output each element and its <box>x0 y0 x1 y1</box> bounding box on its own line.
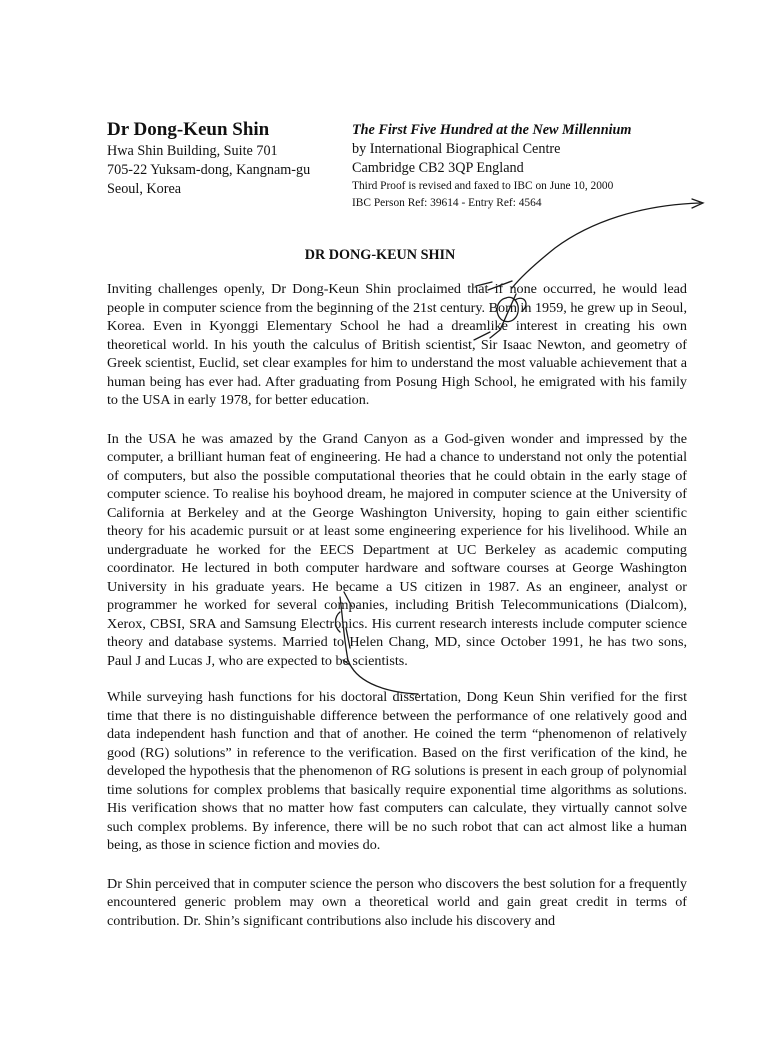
address-line-2: 705-22 Yuksam-dong, Kangnam-gu <box>107 162 311 178</box>
publication-title: The First Five Hundred at the New Millennium <box>352 122 632 138</box>
paragraph-3: While surveying hash functions for his doctoral dissertation, Dong Keun Shin verified for the first time that there is no distinguishable difference between the performance of one relatively good and data independent hash function and that of another. He coined the term “phenomenon of relatively good (RG) solutions” in reference to the verification. Based on the first verification of the kind, he developed the hypothesis that the phenomenon of RG solutions is present in each group of polynomial time solutions for complex problems that basically require exponential time algorithms as solutions. His verification shows that no matter how fast computers can calculate, they virtually cannot solve such complex problems. By inference, there will be no such robot that can act almost like a human being, as those in science fiction and movies do. <box>107 689 687 853</box>
reference-line: IBC Person Ref: 39614 - Entry Ref: 4564 <box>352 197 542 209</box>
publisher-line-2: Cambridge CB2 3QP England <box>352 160 524 176</box>
paragraph-4: Dr Shin perceived that in computer science the person who discovers the best solution for a frequently encountered generic problem may own a theoretical world and gain great credit in terms of contribution. Dr. Shin’s significant contributions also include his discovery and <box>107 875 687 929</box>
paragraph-2: In the USA he was amazed by the Grand Canyon as a God-given wonder and impressed by the computer, a brilliant human feat of engineering. He had a chance to understand not only the potential of computers, but also the possible computational theories that he could obtain in the early stage of computer science. To realise his boyhood dream, he majored in computer science at the University of California at Berkeley and at the George Washington University, hoping to gain either scientific theory for his academic pursuit or at least some engineering experience for his livelihood. While an undergraduate he worked for the EECS Department at UC Berkeley as academic computing coordinator. He lectured in both computer hardware and software courses at George Washington University in his graduate years. He became a US citizen in 1987. As an engineer, analyst or programmer he worked for several companies, including British Telecommunications (Dialcom), Xerox, CBSI, SRA and Samsung Electronics. His current research interests include computer science theory and database systems. Married to Helen Chang, MD, since October 1991, he has two sons, Paul J and Lucas J, who are expected to be scientists. <box>107 430 687 669</box>
document-heading: DR DONG-KEUN SHIN <box>304 247 456 263</box>
correction-arrowhead-top <box>692 199 703 208</box>
publisher-line-1: by International Biographical Centre <box>352 141 561 157</box>
paragraph-1: Inviting challenges openly, Dr Dong-Keun Shin proclaimed that if none occurred, he would lead people in computer science from the beginning of the 21st century. Born in 1959, he grew up in Seoul, Korea. Even in Kyonggi Elementary School he had a dreamlike interest in creating his own theoretical world. In his youth the calculus of British scientist, Sir Isaac Newton, and geometry of Greek scientist, Euclid, set clear examples for him to understand the most valuable achievement that a human being has ever had. After graduating from Posung High School, he emigrated with his family to the USA in early 1978, for better education. <box>107 281 687 408</box>
proof-note: Third Proof is revised and faxed to IBC on June 10, 2000 <box>352 180 614 192</box>
publication-block <box>352 121 672 212</box>
address-line-1: Hwa Shin Building, Suite 701 <box>107 143 278 159</box>
address-line-3: Seoul, Korea <box>107 181 182 197</box>
author-name: Dr Dong-Keun Shin <box>107 119 270 140</box>
author-block <box>107 118 352 199</box>
document-body <box>107 280 687 950</box>
